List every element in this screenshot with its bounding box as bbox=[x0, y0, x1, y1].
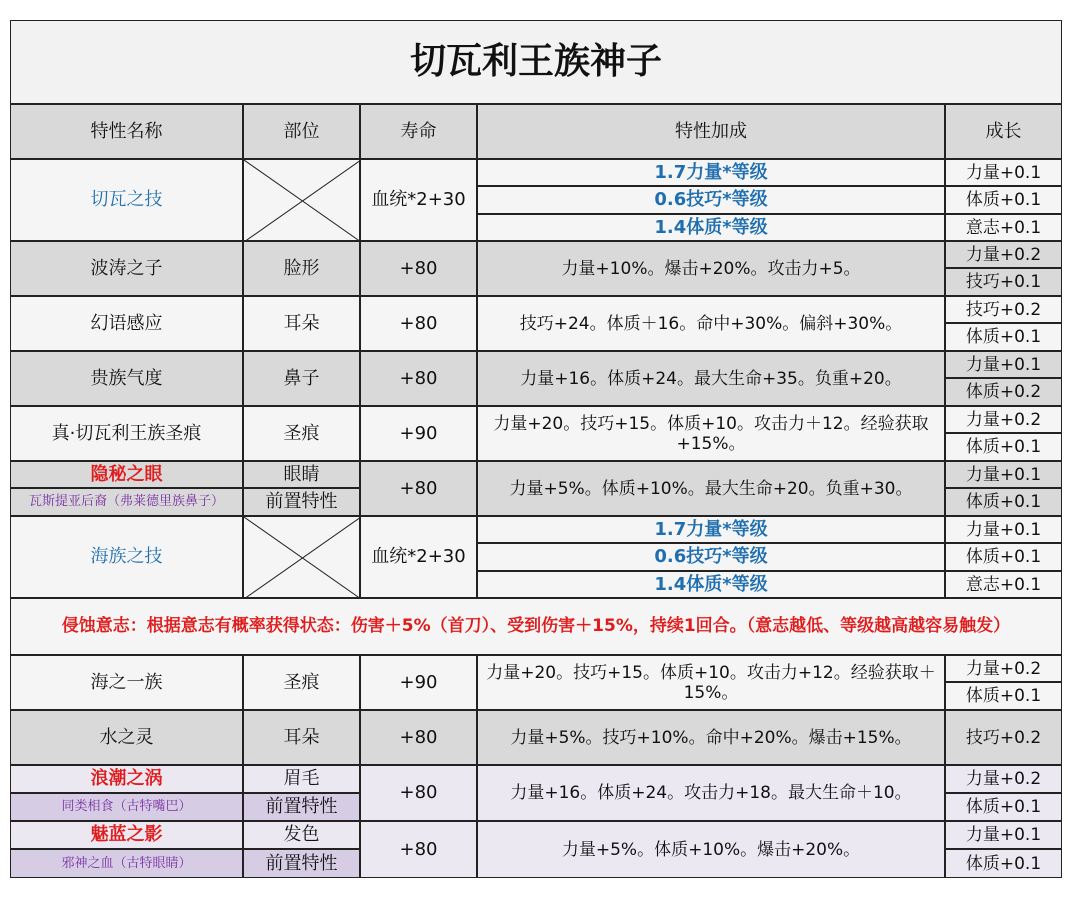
trait-growth: 力量+0.2 bbox=[945, 765, 1062, 793]
trait-table bbox=[10, 20, 1062, 878]
trait-growth: 体质+0.1 bbox=[945, 186, 1062, 214]
trait-name: 波涛之子 bbox=[10, 241, 243, 296]
trait-bonus-line: 1.7力量*等级 bbox=[477, 159, 945, 186]
trait-growth: 体质+0.1 bbox=[945, 849, 1062, 878]
trait-life: 血统*2+30 bbox=[360, 159, 477, 241]
trait-prerequisite: 同类相食（古特嘴巴） bbox=[10, 793, 243, 821]
trait-bonus-line: 1.7力量*等级 bbox=[477, 516, 945, 543]
header-bonus: 特性加成 bbox=[477, 104, 945, 159]
trait-bonus: 力量+16。体质+24。攻击力+18。最大生命＋10。 bbox=[477, 765, 945, 821]
trait-bonus-line: 0.6技巧*等级 bbox=[477, 543, 945, 571]
trait-growth: 力量+0.1 bbox=[945, 351, 1062, 378]
trait-part-prerequisite: 前置特性 bbox=[243, 488, 360, 516]
trait-part-prerequisite: 前置特性 bbox=[243, 793, 360, 821]
trait-part: 发色 bbox=[243, 821, 360, 849]
header-life: 寿命 bbox=[360, 104, 477, 159]
empty-cross-icon bbox=[243, 159, 360, 241]
trait-growth: 体质+0.2 bbox=[945, 378, 1062, 406]
trait-growth: 力量+0.2 bbox=[945, 406, 1062, 433]
trait-life: +80 bbox=[360, 821, 477, 878]
trait-growth: 体质+0.1 bbox=[945, 793, 1062, 821]
empty-cross-icon bbox=[243, 516, 360, 598]
trait-bonus: 力量+10%。爆击+20%。攻击力+5。 bbox=[477, 241, 945, 296]
trait-growth: 体质+0.1 bbox=[945, 488, 1062, 516]
trait-name: 海之一族 bbox=[10, 655, 243, 710]
trait-life: +80 bbox=[360, 710, 477, 765]
trait-life: +80 bbox=[360, 241, 477, 296]
trait-part: 耳朵 bbox=[243, 710, 360, 765]
trait-part: 眼睛 bbox=[243, 461, 360, 488]
trait-life: +80 bbox=[360, 461, 477, 516]
trait-growth: 技巧+0.2 bbox=[945, 710, 1062, 765]
header-name: 特性名称 bbox=[10, 104, 243, 159]
header-growth: 成长 bbox=[945, 104, 1062, 159]
trait-growth: 体质+0.1 bbox=[945, 433, 1062, 461]
trait-part: 鼻子 bbox=[243, 351, 360, 406]
trait-growth: 意志+0.1 bbox=[945, 214, 1062, 241]
header-part: 部位 bbox=[243, 104, 360, 159]
trait-life: +80 bbox=[360, 296, 477, 351]
trait-name: 真·切瓦利王族圣痕 bbox=[10, 406, 243, 461]
trait-part: 圣痕 bbox=[243, 655, 360, 710]
trait-growth: 力量+0.2 bbox=[945, 655, 1062, 682]
trait-name: 浪潮之涡 bbox=[10, 765, 243, 793]
trait-prerequisite: 邪神之血（古特眼睛） bbox=[10, 849, 243, 878]
trait-life: +80 bbox=[360, 765, 477, 821]
trait-bonus: 力量+20。技巧+15。体质+10。攻击力+12。经验获取＋15%。 bbox=[477, 655, 945, 710]
trait-growth: 力量+0.1 bbox=[945, 461, 1062, 488]
trait-bonus: 力量+5%。体质+10%。最大生命+20。负重+30。 bbox=[477, 461, 945, 516]
trait-part-prerequisite: 前置特性 bbox=[243, 849, 360, 878]
trait-growth: 力量+0.1 bbox=[945, 516, 1062, 543]
trait-bonus: 力量+16。体质+24。最大生命+35。负重+20。 bbox=[477, 351, 945, 406]
trait-part: 眉毛 bbox=[243, 765, 360, 793]
trait-name: 海族之技 bbox=[10, 516, 243, 598]
trait-name: 水之灵 bbox=[10, 710, 243, 765]
trait-part: 脸形 bbox=[243, 241, 360, 296]
trait-growth: 技巧+0.1 bbox=[945, 268, 1062, 296]
trait-name: 切瓦之技 bbox=[10, 159, 243, 241]
trait-growth: 技巧+0.2 bbox=[945, 296, 1062, 323]
trait-bonus-line: 0.6技巧*等级 bbox=[477, 186, 945, 214]
trait-bonus: 技巧+24。体质＋16。命中+30%。偏斜+30%。 bbox=[477, 296, 945, 351]
trait-name: 幻语感应 bbox=[10, 296, 243, 351]
trait-bonus-line: 1.4体质*等级 bbox=[477, 214, 945, 241]
trait-growth: 力量+0.2 bbox=[945, 241, 1062, 268]
trait-life: 血统*2+30 bbox=[360, 516, 477, 598]
trait-growth: 意志+0.1 bbox=[945, 571, 1062, 598]
trait-growth: 体质+0.1 bbox=[945, 543, 1062, 571]
trait-growth: 体质+0.1 bbox=[945, 323, 1062, 351]
trait-name: 魅蓝之影 bbox=[10, 821, 243, 849]
trait-life: +80 bbox=[360, 351, 477, 406]
trait-growth: 力量+0.1 bbox=[945, 821, 1062, 849]
trait-growth: 体质+0.1 bbox=[945, 682, 1062, 710]
trait-part: 圣痕 bbox=[243, 406, 360, 461]
trait-life: +90 bbox=[360, 655, 477, 710]
trait-name: 贵族气度 bbox=[10, 351, 243, 406]
trait-prerequisite: 瓦斯提亚后裔（弗莱德里族鼻子） bbox=[10, 488, 243, 516]
trait-bonus-line: 1.4体质*等级 bbox=[477, 571, 945, 598]
trait-bonus: 力量+5%。技巧+10%。命中+20%。爆击+15%。 bbox=[477, 710, 945, 765]
trait-growth: 力量+0.1 bbox=[945, 159, 1062, 186]
trait-bonus: 力量+20。技巧+15。体质+10。攻击力＋12。经验获取+15%。 bbox=[477, 406, 945, 461]
erosion-will-note: 侵蚀意志：根据意志有概率获得状态：伤害＋5%（首刀）、受到伤害＋15%，持续1回合。（意志越低、等级越高越容易触发） bbox=[10, 598, 1062, 655]
trait-name: 隐秘之眼 bbox=[10, 461, 243, 488]
page-title: 切瓦利王族神子 bbox=[10, 20, 1062, 104]
trait-life: +90 bbox=[360, 406, 477, 461]
trait-part: 耳朵 bbox=[243, 296, 360, 351]
trait-bonus: 力量+5%。体质+10%。爆击+20%。 bbox=[477, 821, 945, 878]
